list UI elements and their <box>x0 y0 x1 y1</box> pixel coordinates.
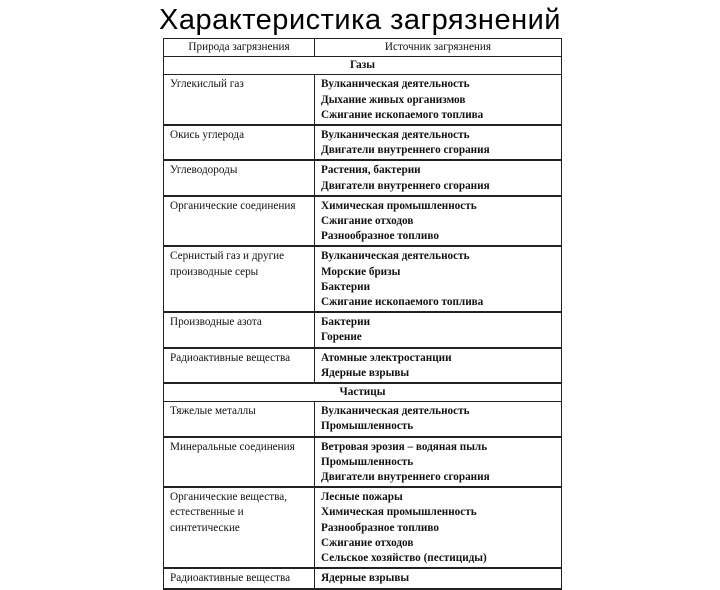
pollution-source: Промышленность <box>321 420 414 433</box>
pollution-table <box>163 38 562 590</box>
page-title: Характеристика загрязнений <box>158 4 561 36</box>
pollution-nature-cell: Органические соединения <box>164 196 315 247</box>
pollution-source: Горение <box>321 331 362 344</box>
section-row <box>164 383 562 402</box>
pollution-sources-cell <box>315 125 562 160</box>
pollution-source: Химическая промышленность <box>321 199 477 212</box>
table-row <box>164 568 562 588</box>
pollution-source: Промышленность <box>321 455 414 468</box>
pollution-source: Вулканическая деятельность <box>321 405 470 418</box>
pollution-source: Разнообразное топливо <box>321 230 439 243</box>
pollution-source: Ветровая эрозия – водяная пыль <box>321 440 488 453</box>
pollution-source: Морские бризы <box>321 265 401 278</box>
pollution-source: Лесные пожары <box>321 491 403 504</box>
pollution-source: Сжигание ископаемого топлива <box>321 296 484 309</box>
pollution-source: Химическая промышленность <box>321 506 477 519</box>
section-row <box>164 57 562 75</box>
pollution-nature-cell: Тяжелые металлы <box>164 402 315 437</box>
table-row <box>164 437 562 488</box>
pollution-sources-cell <box>315 160 562 195</box>
pollution-sources-cell <box>315 568 562 588</box>
pollution-nature-cell: Радиоактивные вещества <box>164 568 315 588</box>
table-row <box>164 487 562 568</box>
pollution-source: Растения, бактерии <box>321 164 421 177</box>
pollution-source: Вулканическая деятельность <box>321 129 470 142</box>
pollution-table-container <box>163 38 561 585</box>
pollution-sources-cell <box>315 402 562 437</box>
pollution-source: Сжигание ископаемого топлива <box>321 108 484 121</box>
table-row <box>164 246 562 312</box>
pollution-sources-cell <box>315 437 562 488</box>
pollution-source: Сжигание отходов <box>321 215 414 228</box>
pollution-sources-cell <box>315 348 562 383</box>
pollution-sources-cell <box>315 246 562 312</box>
pollution-source: Атомные электростанции <box>321 351 452 364</box>
pollution-source: Ядерные взрывы <box>321 366 410 379</box>
pollution-nature-cell: Углеводороды <box>164 160 315 195</box>
pollution-source: Разнообразное топливо <box>321 521 439 534</box>
header-source: Источник загрязнения <box>315 39 562 57</box>
pollution-source: Вулканическая деятельность <box>321 250 470 263</box>
pollution-sources-cell <box>315 75 562 125</box>
pollution-source: Бактерии <box>321 316 371 329</box>
table-row <box>164 125 562 160</box>
pollution-nature-cell: Углекислый газ <box>164 75 315 125</box>
table-row <box>164 75 562 125</box>
pollution-nature-cell: Органические вещества, естественные и синтетические <box>164 487 315 568</box>
header-nature: Природа загрязнения <box>164 39 315 57</box>
pollution-nature-cell: Окись углерода <box>164 125 315 160</box>
pollution-sources-cell <box>315 312 562 347</box>
pollution-source: Дыхание живых организмов <box>321 93 466 106</box>
table-header-row <box>164 39 562 57</box>
pollution-source: Бактерии <box>321 280 371 293</box>
pollution-sources-cell <box>315 487 562 568</box>
pollution-source: Ядерные взрывы <box>321 572 410 585</box>
table-row <box>164 160 562 195</box>
pollution-nature-cell: Производные азота <box>164 312 315 347</box>
pollution-source: Двигатели внутреннего сгорания <box>321 471 490 484</box>
pollution-source: Двигатели внутреннего сгорания <box>321 179 490 192</box>
table-row <box>164 402 562 437</box>
table-body <box>164 57 562 589</box>
pollution-source: Сельское хозяйство (пестициды) <box>321 552 487 565</box>
pollution-nature-cell: Минеральные соединения <box>164 437 315 488</box>
table-row <box>164 196 562 247</box>
pollution-source: Сжигание отходов <box>321 536 414 549</box>
pollution-sources-cell <box>315 196 562 247</box>
table-row <box>164 348 562 383</box>
pollution-source: Двигатели внутреннего сгорания <box>321 144 490 157</box>
pollution-nature-cell: Радиоактивные вещества <box>164 348 315 383</box>
table-row <box>164 312 562 347</box>
pollution-source: Вулканическая деятельность <box>321 78 470 91</box>
pollution-nature-cell: Сернистый газ и другие производные серы <box>164 246 315 312</box>
section-title: Частицы <box>164 383 562 402</box>
section-title: Газы <box>164 57 562 75</box>
